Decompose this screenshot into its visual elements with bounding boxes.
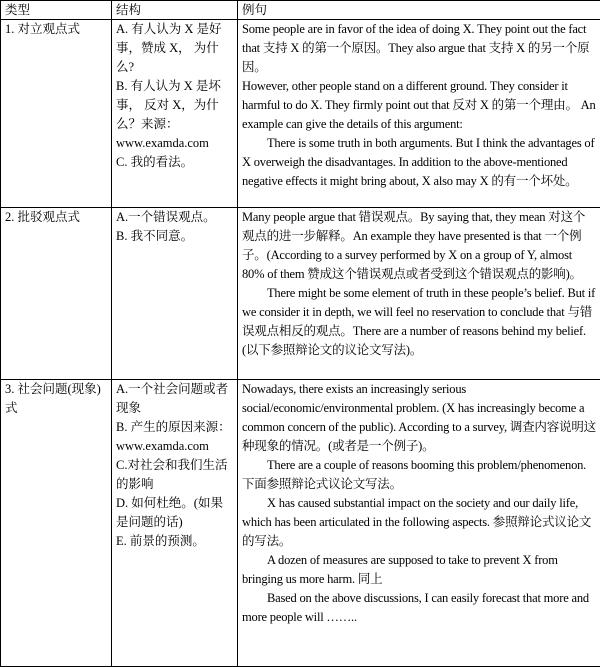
structure-item: A. 有人认为 X 是好事，赞成 X， 为什么? [116,22,222,74]
example-paragraph: Nowadays, there exists an increasingly serious social/economic/environmental problem. (X has increasingly become a common concern of the public). According to a survey, 调查内容说明这种现象的情况。(或者是一个例子)。 [242,382,596,453]
structure-item: A.一个错误观点。 [116,210,216,224]
structure-item: A.一个社会问题或者现象 [116,382,229,415]
header-example: 例句 [238,1,600,20]
example-paragraph: However, other people stand on a different ground. They consider it harmful to do X. They firmly point out that 反对 X 的第一个理由。 An example can give the details of this argument: [242,79,596,131]
row-example-cell [238,20,600,208]
structure-item: B. 我不同意。 [116,229,194,243]
example-paragraph: There might be some element of truth in these people’s belief. But if we consider it in depth, we will feel no reservation to conclude that 与错误观点相反的观点。There are a number of reasons behind my belief. (以下参照辩论文的议论文写法)。 [242,286,596,357]
example-paragraph: X has caused substantial impact on the society and our daily life, which has been articulated in the following aspects. 参照辩论式议论文的写法。 [242,496,592,548]
structure-item: E. 前景的预测。 [116,534,205,548]
row-type: 3. 社会问题(现象)式 [5,382,101,415]
example-paragraph: Many people argue that 错误观点。By saying that, they mean 对这个观点的进一步解释。An example they have presented is that 一个例子。(According to a survey performed by X on a group of Y, almost 80% of them 赞成这个错误观点或者受到这个错误观点的影响)。 [242,210,586,281]
row-example-cell [238,208,600,380]
row-type-cell [1,380,112,667]
row-structure-cell [112,208,238,380]
table-row [1,208,600,380]
table-header-row [1,1,600,20]
row-example-cell [238,380,600,667]
table-row [1,380,600,667]
row-type: 2. 批驳观点式 [5,210,81,224]
row-type: 1. 对立观点式 [5,22,81,36]
row-structure-cell [112,380,238,667]
example-paragraph: There is some truth in both arguments. But I think the advantages of X overweigh the disadvantages. In addition to the above-mentioned negative effects it might bring about, X also may X 的有一个坏处。 [242,136,595,188]
structure-item: B. 产生的原因来源：www.examda.com [116,420,231,453]
structure-item: B. 有人认为 X 是坏事， 反对 X，为什么？来源：www.examda.com [116,79,221,150]
header-type: 类型 [1,1,112,20]
example-paragraph: A dozen of measures are supposed to take to prevent X from bringing us more harm. 同上 [242,553,558,586]
example-paragraph: Based on the above discussions, I can easily forecast that more and more people will …….. [242,591,589,624]
row-type-cell [1,20,112,208]
example-paragraph: Some people are in favor of the idea of doing X. They point out the fact that 支持 X 的第一个原因。They also argue that 支持 X 的另一个原因。 [242,22,590,74]
table-row [1,20,600,208]
structure-item: D. 如何杜绝。(如果是问题的话) [116,496,223,529]
header-structure: 结构 [112,1,238,20]
structure-item: C. 我的看法。 [116,155,194,169]
row-structure-cell [112,20,238,208]
row-type-cell [1,208,112,380]
structure-item: C.对社会和我们生活的影响 [116,458,228,491]
example-paragraph: There are a couple of reasons booming this problem/phenomenon.下面参照辩论式议论文写法。 [242,458,587,491]
